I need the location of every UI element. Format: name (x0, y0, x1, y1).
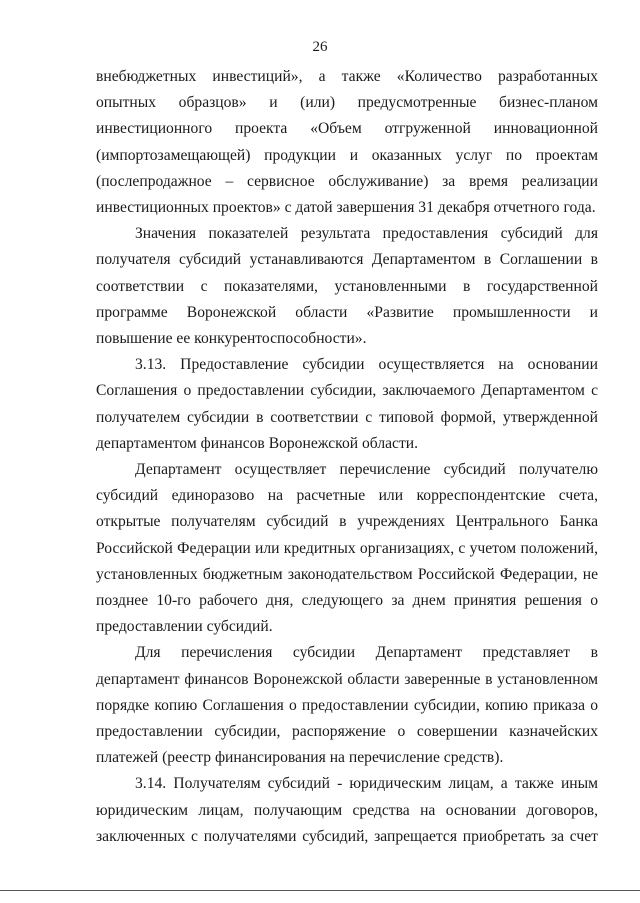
page-number: 26 (312, 39, 328, 55)
paragraph-continuation: внебюджетных инвестиций», а также «Количество разработанных опытных образцов» и (или) предусмотренные бизнес-планом инвестиционного проекта «Объем отгруженной инновационной (импортозамещающей) продукции и оказанных услуг по проектам (послепродажное – сервисное обслуживание) за время реализации инвестиционных проектов» с датой завершения 31 декабря отчетного года. (96, 68, 598, 217)
page-bottom-border (0, 890, 640, 891)
paragraph-indicator-values: Значения показателей результата предоставления субсидий для получателя субсидий устанавливаются Департаментом в Соглашении в соответствии с показателями, установленными в государственной программе Воронежской области «Развитие промышленности и повышение ее конкурентоспособности». (96, 225, 598, 348)
paragraph-transfer: Департамент осуществляет перечисление субсидий получателю субсидий единоразово на расчетные или корреспондентские счета, открытые получателям субсидий в учреждениях Центрального Банка Российской Федерации или кредитных организациях, с учетом положений, установленных бюджетным законодательством Российской Федерации, не позднее 10-го рабочего дня, следующего за днем принятия решения о предоставлении субсидий. (96, 461, 598, 636)
paragraph-3-13: 3.13. Предоставление субсидии осуществляется на основании Соглашения о предоставлении субсидии, заключаемого Департаментом с получателем субсидии в соответствии с типовой формой, утвержденной департаментом финансов Воронежской области. (96, 356, 598, 452)
document-body (96, 64, 598, 850)
paragraph-3-14: 3.14. Получателям субсидий - юридическим лицам, а также иным юридическим лицам, получающим средства на основании договоров, заключенных с получателями субсидий, запрещается приобретать за счет (96, 775, 598, 845)
paragraph-documents: Для перечисления субсидии Департамент представляет в департамент финансов Воронежской области заверенные в установленном порядке копию Соглашения о предоставлении субсидии, копию приказа о предоставлении субсидии, распоряжение о совершении казначейских платежей (реестр финансирования на перечисление средств). (96, 644, 598, 767)
